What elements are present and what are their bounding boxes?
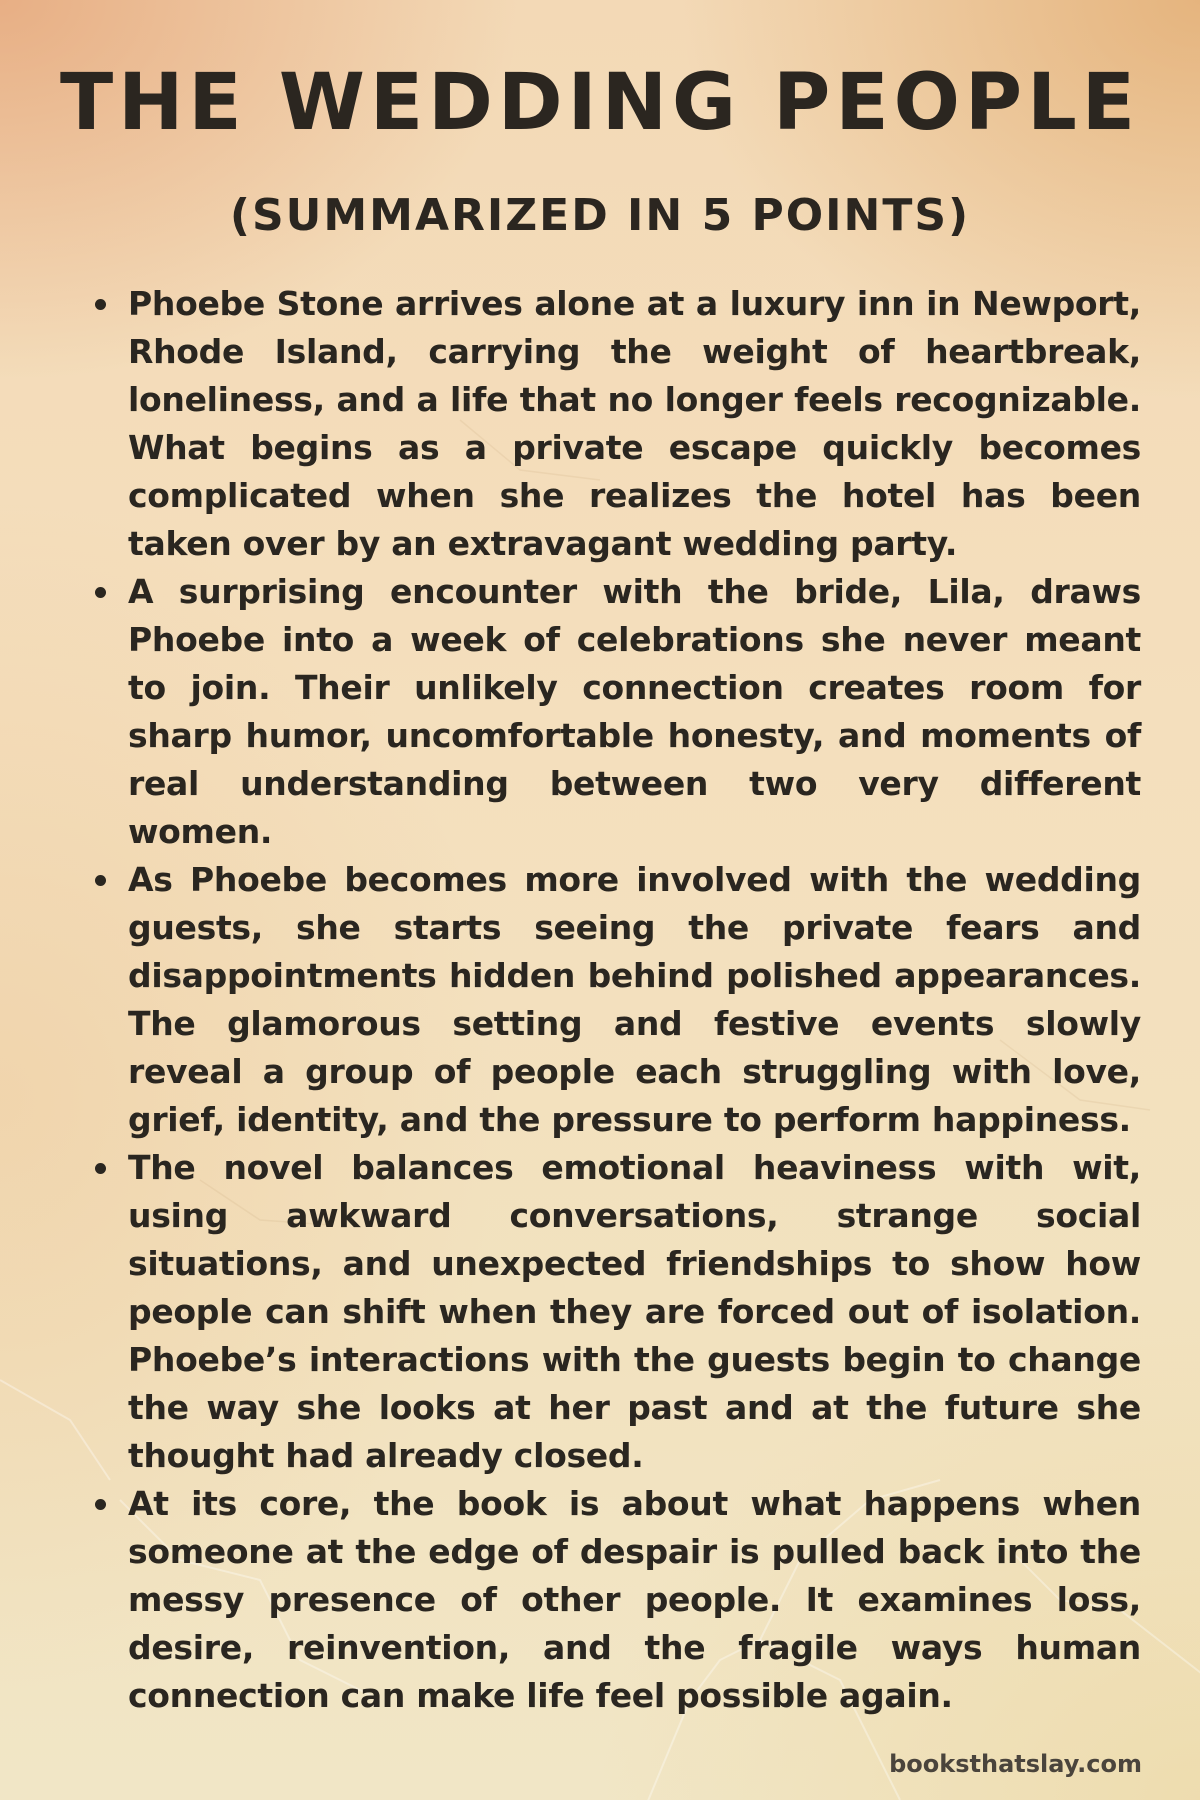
summary-point-text: Phoebe Stone arrives alone at a luxury inn in Newport, Rhode Island, carrying the weight of heartbreak, loneliness, and a life that no longer feels recognizable. What begins as a private escape quickly becomes complicated when she realizes the hotel has been taken over by an extravagant wedding party.: [128, 284, 1141, 563]
summary-point-1: [93, 280, 1141, 568]
summary-point-5: [93, 1480, 1141, 1720]
summary-point-text: A surprising encounter with the bride, Lila, draws Phoebe into a week of celebrations she never meant to join. Their unlikely connection creates room for sharp humor, uncomfortable honesty, and moments of real understanding between two very different women.: [128, 572, 1141, 851]
summary-points-list: [93, 280, 1141, 1720]
page-title: THE WEDDING PEOPLE: [59, 58, 1141, 148]
summary-point-4: [93, 1144, 1141, 1480]
summary-point-text: At its core, the book is about what happens when someone at the edge of despair is pulled back into the messy presence of other people. It examines loss, desire, reinvention, and the fragile ways human connection can make life feel possible again.: [128, 1484, 1141, 1715]
site-watermark: booksthatslay.com: [889, 1750, 1142, 1778]
summary-point-3: [93, 856, 1141, 1144]
bullet-dot-icon: [95, 1163, 106, 1174]
bullet-dot-icon: [95, 299, 106, 310]
summary-point-2: [93, 568, 1141, 856]
bullet-dot-icon: [95, 875, 106, 886]
page-subtitle: (SUMMARIZED IN 5 POINTS): [229, 190, 971, 241]
summary-point-text: The novel balances emotional heaviness with wit, using awkward conversations, strange social situations, and unexpected friendships to show how people can shift when they are forced out of isolation. Phoebe’s interactions with the guests begin to change the way she looks at her past and at the future she thought had already closed.: [128, 1148, 1141, 1475]
bullet-dot-icon: [95, 587, 106, 598]
summary-point-text: As Phoebe becomes more involved with the wedding guests, she starts seeing the private fears and disappointments hidden behind polished appearances. The glamorous setting and festive events slowly reveal a group of people each struggling with love, grief, identity, and the pressure to perform happiness.: [128, 860, 1141, 1139]
bullet-dot-icon: [95, 1499, 106, 1510]
